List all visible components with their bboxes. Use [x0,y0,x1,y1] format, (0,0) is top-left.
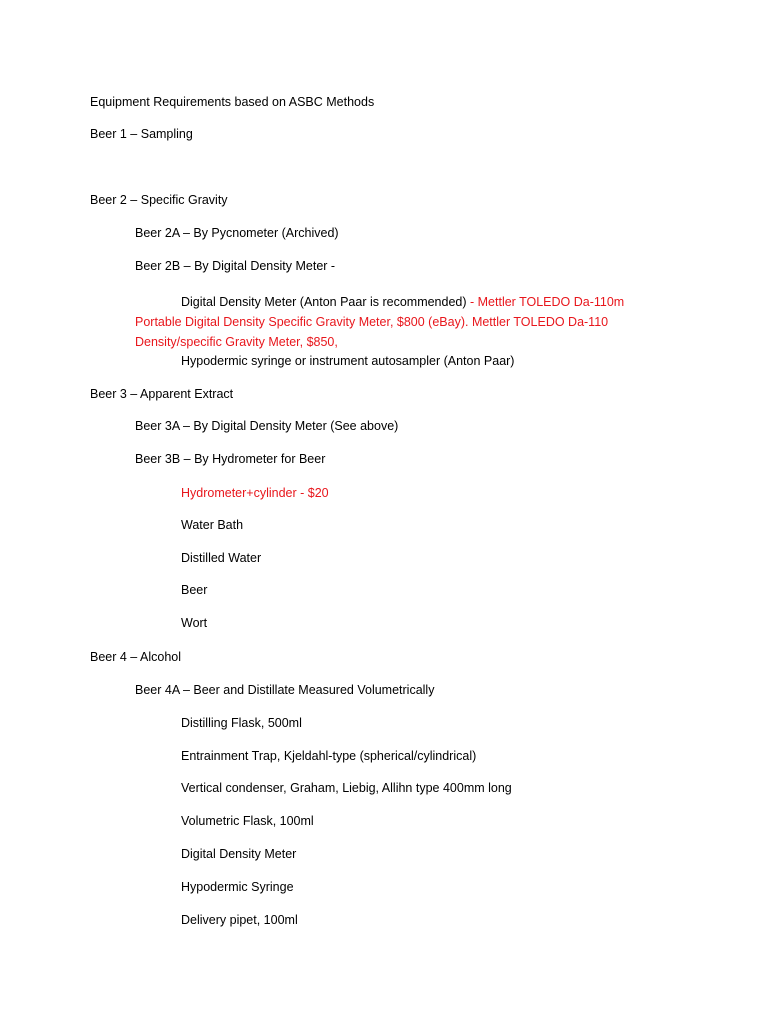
equipment-item-hydrometer: Hydrometer+cylinder - $20 [181,486,329,500]
section-heading-beer-4: Beer 4 – Alcohol [90,650,182,664]
equipment-item-distilling-flask: Distilling Flask, 500ml [181,716,302,730]
equipment-item-distilled-water: Distilled Water [181,551,262,565]
equipment-item-vertical-condenser: Vertical condenser, Graham, Liebig, Allihn type 400mm long [181,781,512,795]
equipment-item-volumetric-flask: Volumetric Flask, 100ml [181,814,314,828]
equipment-item-digital-density-meter: Digital Density Meter [181,847,297,861]
equipment-item-wort: Wort [181,616,208,630]
subsection-beer-3b: Beer 3B – By Hydrometer for Beer [135,452,326,466]
subsection-beer-4a: Beer 4A – Beer and Distillate Measured Volumetrically [135,683,435,697]
subsection-beer-2a: Beer 2A – By Pycnometer (Archived) [135,226,339,240]
subsection-beer-2b: Beer 2B – By Digital Density Meter - [135,259,336,273]
equipment-item-syringe-autosampler: Hypodermic syringe or instrument autosampler (Anton Paar) [181,354,515,368]
section-heading-beer-2: Beer 2 – Specific Gravity [90,193,228,207]
document-title: Equipment Requirements based on ASBC Methods [90,95,375,109]
equipment-item-delivery-pipet: Delivery pipet, 100ml [181,913,298,927]
density-meter-paragraph [135,292,655,352]
section-heading-beer-3: Beer 3 – Apparent Extract [90,387,234,401]
equipment-item-hypodermic-syringe: Hypodermic Syringe [181,880,294,894]
section-heading-beer-1: Beer 1 – Sampling [90,127,193,141]
equipment-item-entrainment-trap: Entrainment Trap, Kjeldahl-type (spherical/cylindrical) [181,749,477,763]
equipment-item-water-bath: Water Bath [181,518,244,532]
density-meter-text: Digital Density Meter (Anton Paar is recommended) [181,295,467,309]
subsection-beer-3a: Beer 3A – By Digital Density Meter (See above) [135,419,399,433]
density-meter-price-note: - Mettler TOLEDO Da-110m Portable Digital Density Specific Gravity Meter, $800 (eBay). Mettler TOLEDO Da-110 Density/specific Gravity Meter, $850, [135,295,625,349]
equipment-item-beer: Beer [181,583,208,597]
